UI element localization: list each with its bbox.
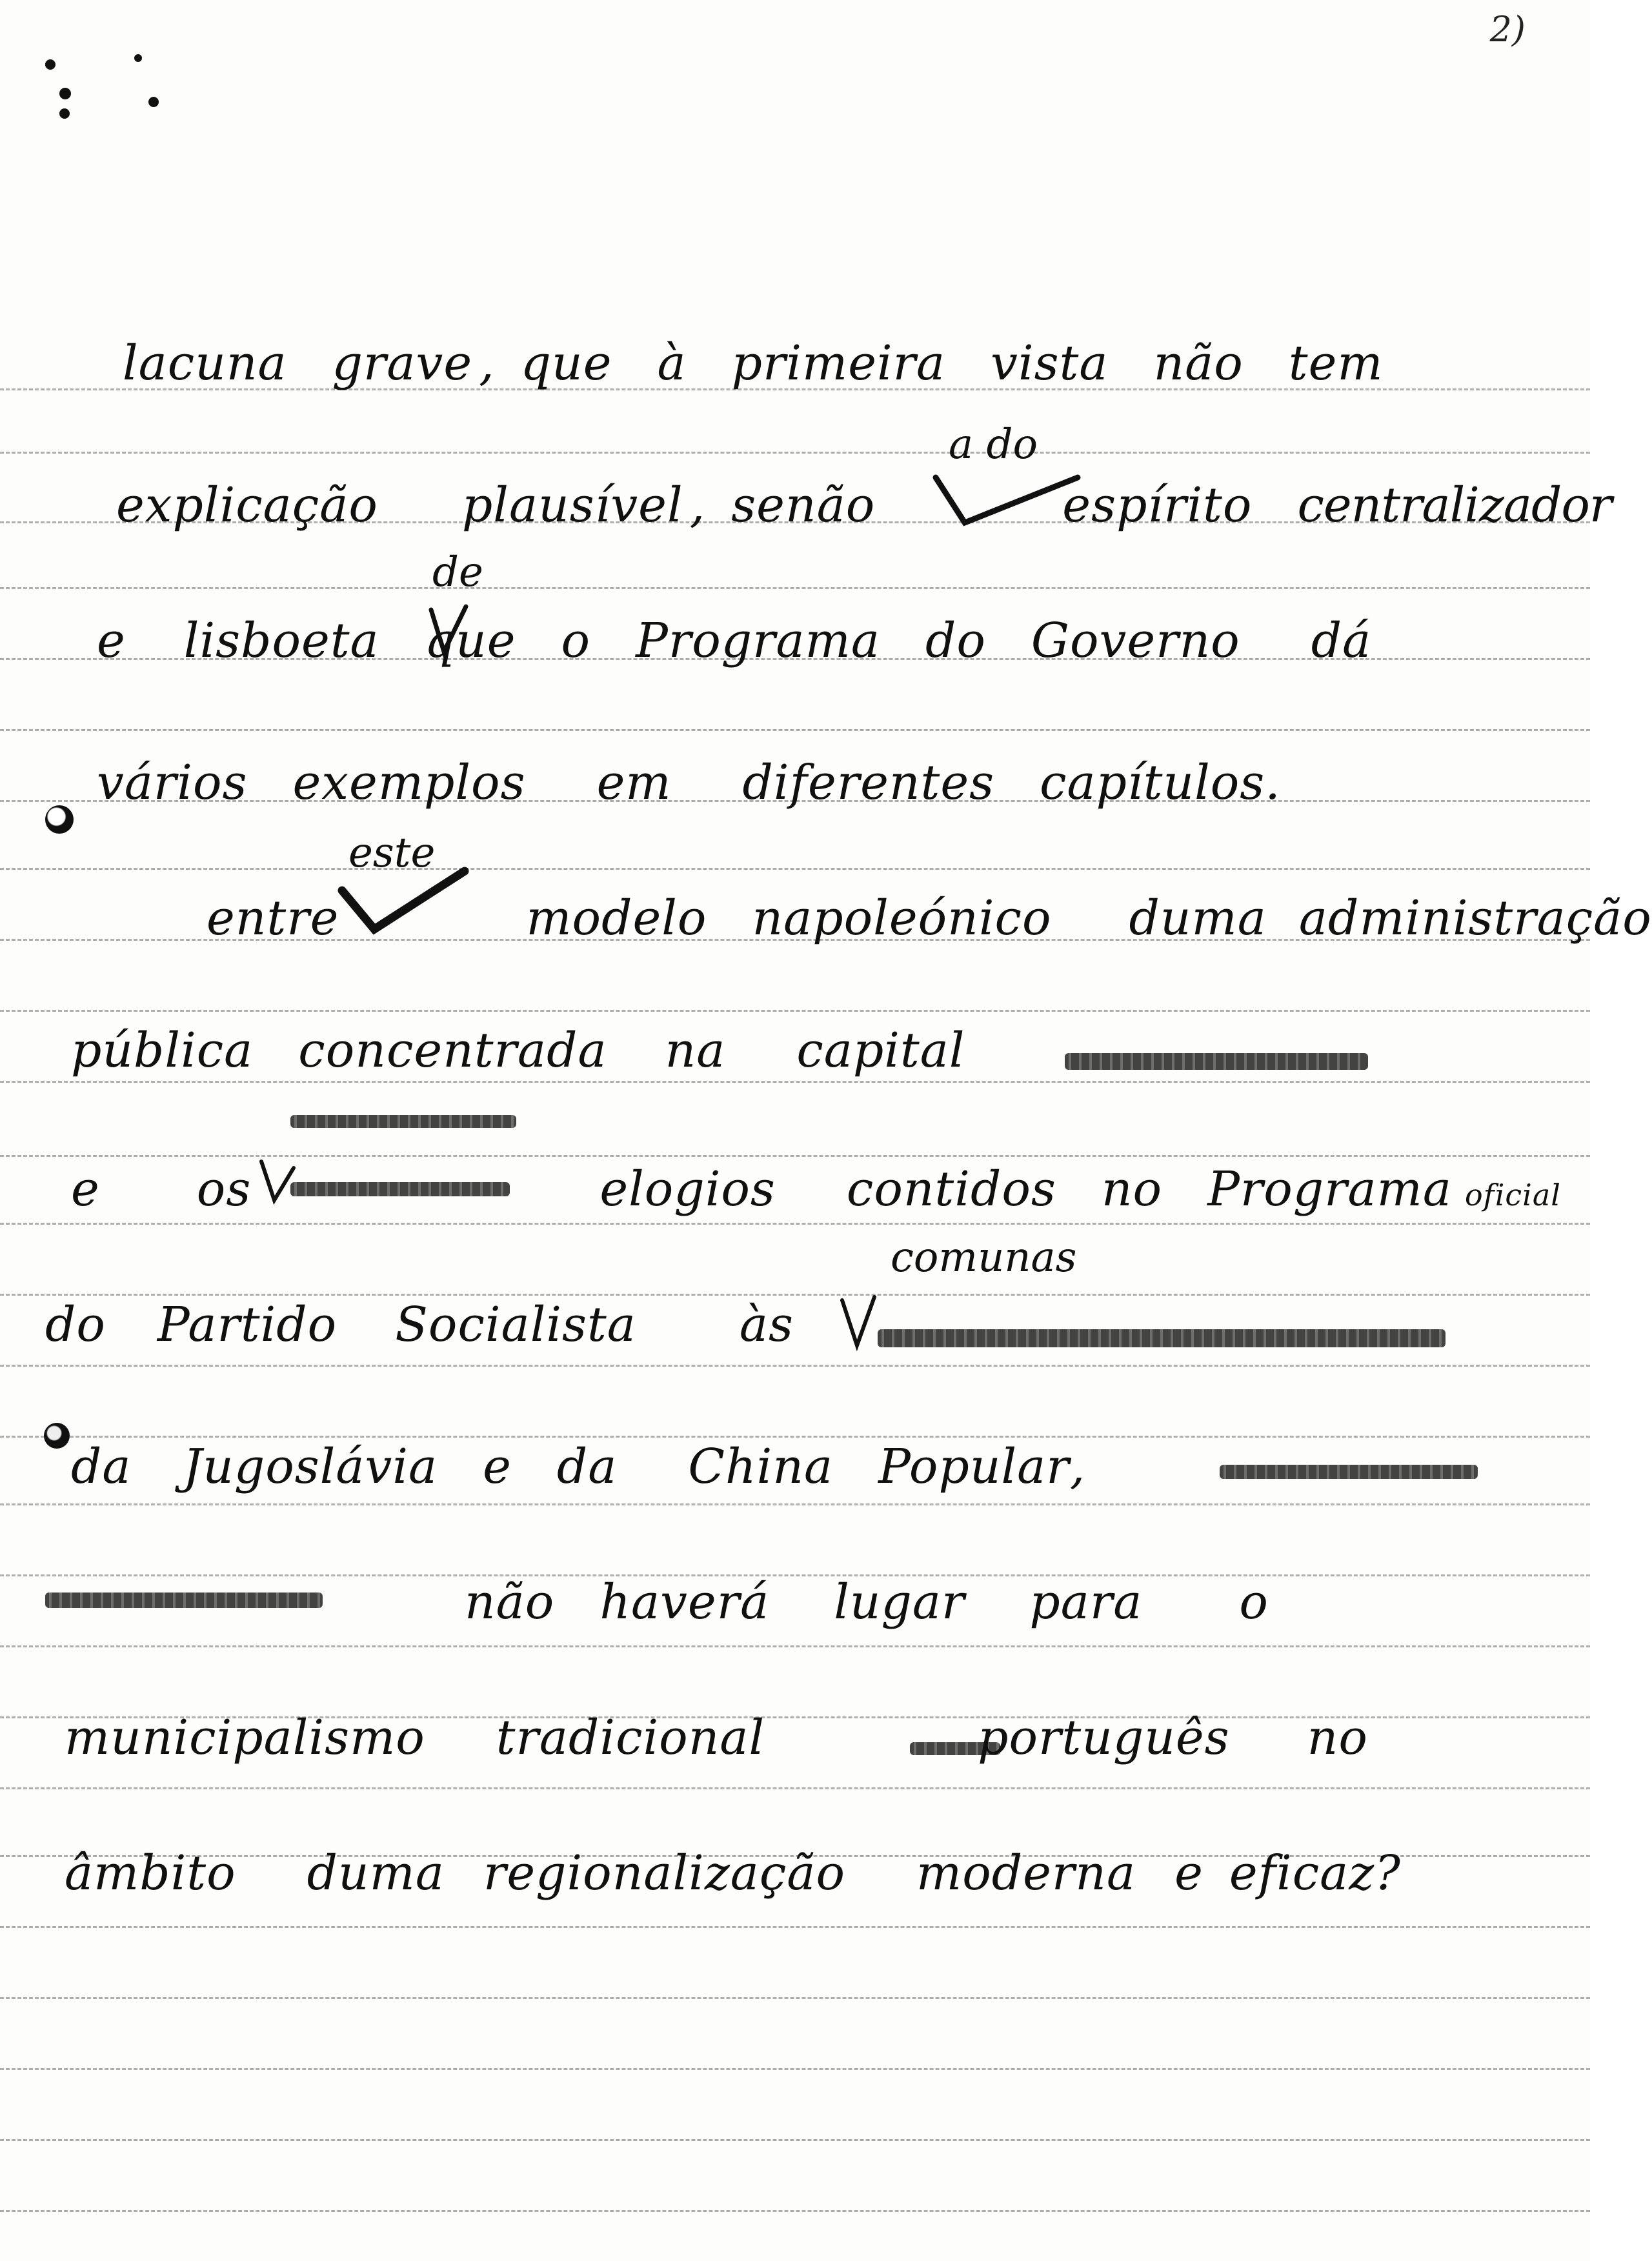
punch-hole bbox=[134, 54, 142, 62]
word: diferentes bbox=[742, 755, 995, 810]
word: âmbito bbox=[65, 1845, 236, 1901]
ruled-line bbox=[0, 1436, 1590, 1438]
word: Partido bbox=[157, 1297, 337, 1352]
word: contidos bbox=[846, 1161, 1056, 1217]
word: dá bbox=[1311, 613, 1372, 668]
word: , bbox=[1069, 1439, 1086, 1494]
word: da bbox=[71, 1439, 132, 1494]
ruled-line bbox=[0, 868, 1590, 870]
word: concentrada bbox=[298, 1023, 607, 1078]
crossed-out-word bbox=[290, 1115, 516, 1128]
word: para bbox=[1029, 1574, 1143, 1630]
word: regionalização bbox=[483, 1845, 846, 1901]
ruled-line bbox=[0, 1645, 1590, 1647]
word: lisboeta bbox=[183, 613, 379, 668]
ruled-line bbox=[0, 729, 1590, 731]
handwritten-line-5 bbox=[206, 890, 1652, 946]
word: exemplos bbox=[292, 755, 526, 810]
word: e bbox=[1174, 1845, 1204, 1901]
handwritten-line-2 bbox=[116, 477, 1611, 533]
word: plausível bbox=[461, 477, 683, 533]
word: o bbox=[1239, 1574, 1269, 1630]
handwritten-line-7 bbox=[71, 1161, 1561, 1217]
word: pública bbox=[71, 1023, 254, 1078]
word: da bbox=[556, 1439, 618, 1494]
ruled-line bbox=[0, 2139, 1590, 2141]
ruled-line bbox=[0, 1294, 1590, 1296]
word: e bbox=[483, 1439, 512, 1494]
word: entre bbox=[206, 890, 339, 946]
word: tradicional bbox=[496, 1710, 765, 1765]
ring-hole bbox=[44, 1423, 70, 1449]
word: que bbox=[520, 336, 612, 391]
insertion-de: de bbox=[432, 548, 483, 596]
word: no bbox=[1307, 1710, 1368, 1765]
handwritten-line-6 bbox=[71, 1023, 965, 1078]
word: lugar bbox=[834, 1574, 965, 1630]
handwritten-line-4 bbox=[97, 755, 1281, 810]
word: Jugoslávia bbox=[183, 1439, 438, 1494]
word: capítulos. bbox=[1040, 755, 1281, 810]
word: senão bbox=[731, 477, 876, 533]
punch-hole bbox=[45, 59, 55, 70]
ruled-line bbox=[0, 1926, 1590, 1928]
word: moderna bbox=[916, 1845, 1136, 1901]
word: modelo bbox=[526, 890, 707, 946]
word: , bbox=[479, 336, 495, 391]
handwritten-line-8 bbox=[45, 1297, 794, 1352]
word: do bbox=[925, 613, 986, 668]
ruled-line bbox=[0, 1997, 1590, 1999]
word: às bbox=[739, 1297, 794, 1352]
word: Governo bbox=[1031, 613, 1240, 668]
word: na bbox=[665, 1023, 726, 1078]
ruled-line bbox=[0, 1010, 1590, 1012]
word: no bbox=[1101, 1161, 1163, 1217]
word: não bbox=[465, 1574, 555, 1630]
word: tem bbox=[1288, 336, 1384, 391]
ruled-line bbox=[0, 1223, 1590, 1225]
word: à bbox=[657, 336, 687, 391]
word: português bbox=[978, 1710, 1230, 1765]
ruled-line bbox=[0, 1503, 1590, 1505]
crossed-out-word bbox=[45, 1593, 323, 1608]
word: napoleónico bbox=[752, 890, 1052, 946]
word: os bbox=[196, 1161, 252, 1217]
insertion-caret-icon bbox=[839, 1291, 878, 1349]
handwritten-line-12 bbox=[65, 1845, 1401, 1901]
word: , bbox=[689, 477, 706, 533]
ruled-line bbox=[0, 2210, 1590, 2212]
handwritten-line-11 bbox=[65, 1710, 1368, 1765]
handwritten-line-1 bbox=[123, 336, 1384, 391]
word: eficaz? bbox=[1229, 1845, 1401, 1901]
word: grave bbox=[332, 336, 473, 391]
word: lacuna bbox=[123, 336, 287, 391]
word: e bbox=[97, 613, 126, 668]
word: vários bbox=[97, 755, 248, 810]
ring-hole bbox=[45, 805, 74, 834]
word: capital bbox=[796, 1023, 965, 1078]
punch-hole bbox=[148, 97, 159, 107]
word: o bbox=[561, 613, 591, 668]
word: espírito bbox=[1062, 477, 1253, 533]
word: municipalismo bbox=[65, 1710, 425, 1765]
word: que bbox=[424, 613, 516, 668]
ruled-line bbox=[0, 1155, 1590, 1157]
word: não bbox=[1153, 336, 1244, 391]
word: centralizador bbox=[1297, 477, 1612, 533]
handwritten-line-10 bbox=[465, 1574, 1269, 1630]
ruled-line bbox=[0, 1787, 1590, 1789]
punch-hole bbox=[59, 108, 70, 119]
word: haverá bbox=[599, 1574, 770, 1630]
crossed-out-word bbox=[878, 1329, 1446, 1347]
word: elogios bbox=[599, 1161, 776, 1217]
word: China bbox=[688, 1439, 834, 1494]
handwritten-line-9 bbox=[71, 1439, 1085, 1494]
word: e bbox=[71, 1161, 100, 1217]
word: Socialista bbox=[395, 1297, 636, 1352]
insertion-a-do: a do bbox=[949, 421, 1038, 468]
insertion-comunas: comunas bbox=[891, 1234, 1077, 1281]
ruled-line bbox=[0, 587, 1590, 589]
word: duma bbox=[1129, 890, 1267, 946]
crossed-out-word bbox=[1220, 1465, 1478, 1479]
ruled-line bbox=[0, 1365, 1590, 1367]
punch-hole bbox=[59, 88, 71, 99]
ruled-line bbox=[0, 1081, 1590, 1083]
word: Popular bbox=[878, 1439, 1070, 1494]
word: em bbox=[596, 755, 672, 810]
word: Programa bbox=[636, 613, 880, 668]
word: do bbox=[45, 1297, 106, 1352]
ruled-line bbox=[0, 452, 1590, 454]
word: duma bbox=[307, 1845, 445, 1901]
word: Programa bbox=[1207, 1161, 1452, 1217]
handwritten-line-3 bbox=[97, 613, 1371, 668]
ruled-line bbox=[0, 2068, 1590, 2070]
word: administração bbox=[1298, 890, 1652, 946]
word: vista bbox=[991, 336, 1109, 391]
page-number: 2) bbox=[1489, 9, 1526, 50]
insertion-este: este bbox=[348, 829, 436, 877]
word: oficial bbox=[1464, 1178, 1562, 1212]
word: primeira bbox=[731, 336, 946, 391]
word: explicação bbox=[116, 477, 378, 533]
crossed-out-word bbox=[1065, 1053, 1368, 1070]
